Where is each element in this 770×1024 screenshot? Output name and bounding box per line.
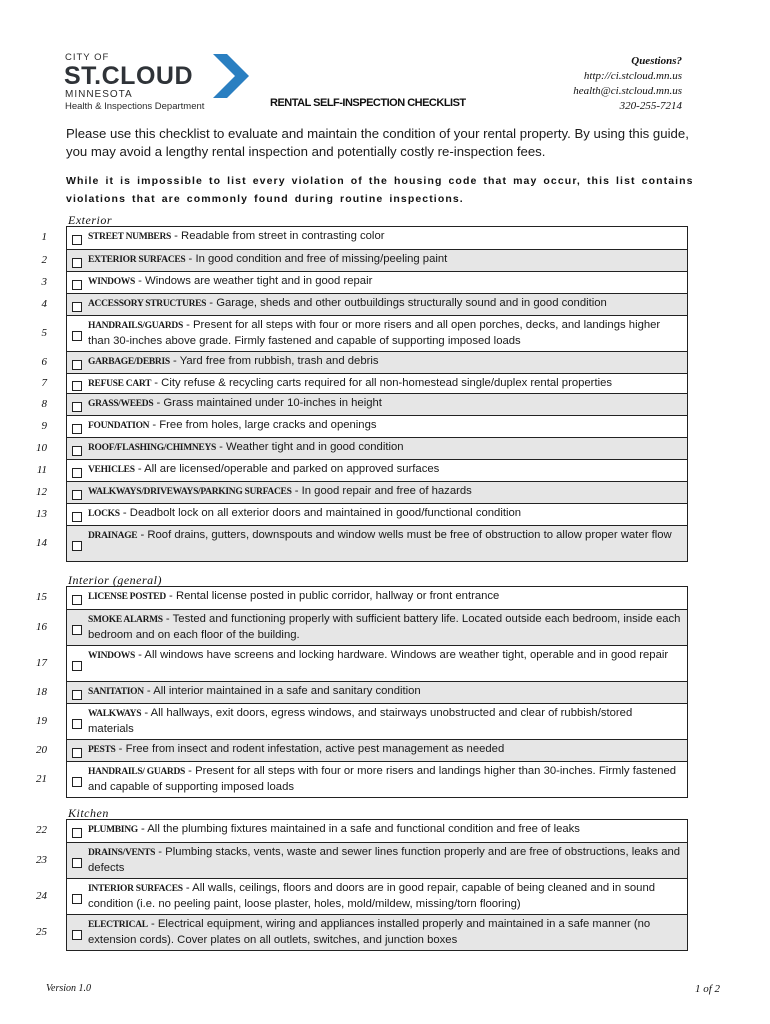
item-label: LICENSE POSTED [88, 592, 166, 602]
item-checkbox[interactable] [72, 625, 82, 635]
item-checkbox[interactable] [72, 331, 82, 341]
checklist-row [41, 293, 687, 315]
item-label: PLUMBING [88, 825, 138, 835]
item-label: VEHICLES [88, 465, 135, 475]
item-checkbox[interactable] [72, 661, 82, 671]
item-text [88, 296, 681, 312]
item-label: HANDRAILS/ GUARDS [88, 767, 186, 777]
item-label: WALKWAYS [88, 709, 142, 719]
item-label: EXTERIOR SURFACES [88, 255, 186, 265]
item-number: 15 [36, 591, 47, 603]
item-checkbox[interactable] [72, 777, 82, 787]
page-number: 1 of 2 [694, 983, 720, 995]
item-description: - Free from insect and rodent infestation, active pest management as needed [115, 743, 505, 755]
item-number: 2 [41, 254, 47, 266]
checklist-row [36, 820, 687, 842]
checklist-row [36, 645, 687, 681]
checklist-row [36, 609, 687, 645]
item-checkbox[interactable] [72, 360, 82, 370]
intro-paragraph: Please use this checklist to evaluate and maintain the condition of your rental property. By using this guide, you may avoid a lengthy rental inspection and potentially costly re-inspection fees. [66, 126, 689, 159]
item-label: PESTS [88, 745, 116, 755]
contact-email[interactable]: health@ci.stcloud.mn.us [573, 85, 682, 97]
item-number: 17 [36, 657, 47, 669]
checklist-row [41, 415, 687, 437]
item-label: DRAINS/VENTS [88, 848, 156, 858]
item-label: WINDOWS [88, 651, 135, 661]
checklist-row [41, 373, 687, 393]
item-number: 25 [36, 926, 47, 938]
item-text [88, 229, 681, 245]
item-description: - In good repair and free of hazards [291, 485, 472, 497]
item-checkbox[interactable] [72, 690, 82, 700]
item-text [88, 252, 681, 268]
item-text [88, 589, 681, 605]
checklist-row [41, 271, 687, 293]
item-description: - Yard free from rubbish, trash and debris [169, 355, 379, 367]
item-number: 1 [41, 231, 47, 243]
item-checkbox[interactable] [72, 719, 82, 729]
logo-name: ST.CLOUD [64, 62, 193, 90]
item-checkbox[interactable] [72, 512, 82, 522]
item-number: 7 [41, 377, 47, 389]
item-checkbox[interactable] [72, 302, 82, 312]
contact-url[interactable]: http://ci.stcloud.mn.us [583, 70, 682, 82]
checklist-row [41, 227, 687, 249]
contact-phone: 320-255-7214 [619, 100, 682, 112]
checklist-row [36, 878, 687, 914]
item-description: - Grass maintained under 10-inches in height [153, 397, 382, 409]
item-label: HANDRAILS/GUARDS [88, 321, 183, 331]
version-label: Version 1.0 [46, 983, 91, 994]
item-description: - All hallways, exit doors, egress windows, and stairways unobstructed and clear of rubbish/stored materials [88, 707, 633, 735]
page-title: RENTAL SELF-INSPECTION CHECKLIST [270, 97, 466, 109]
item-label: STREET NUMBERS [88, 232, 171, 242]
item-text [88, 845, 681, 876]
item-number: 9 [41, 420, 47, 432]
item-text [88, 418, 681, 434]
item-label: ACCESSORY STRUCTURES [88, 299, 207, 309]
checklist-table-kitchen [36, 819, 688, 951]
checklist-table-exterior [36, 226, 688, 562]
item-number: 13 [36, 508, 47, 520]
item-checkbox[interactable] [72, 468, 82, 478]
item-checkbox[interactable] [72, 541, 82, 551]
item-description: - Present for all steps with four or more risers and landings higher than 30-inches. Firmly fastened and capable of supporting imposed loads [88, 765, 677, 793]
checklist-row [41, 393, 687, 415]
section-heading-kitchen: Kitchen [68, 806, 109, 820]
item-number: 3 [41, 276, 47, 288]
item-label: REFUSE CART [88, 379, 152, 389]
item-text [88, 822, 681, 838]
item-label: GARBAGE/DEBRIS [88, 357, 170, 367]
item-text [88, 684, 681, 700]
item-checkbox[interactable] [72, 424, 82, 434]
item-description: - City refuse & recycling carts required for all non-homestead single/duplex rental properties [151, 377, 613, 389]
chevron-logo-icon [211, 54, 251, 98]
item-number: 5 [41, 327, 47, 339]
checklist-row [41, 249, 687, 271]
item-text [88, 440, 681, 456]
item-checkbox[interactable] [72, 894, 82, 904]
checklist-row [36, 703, 687, 739]
item-description: - Weather tight and in good condition [216, 441, 404, 453]
item-number: 19 [36, 715, 47, 727]
item-label: DRAINAGE [88, 531, 138, 541]
item-number: 20 [36, 744, 47, 756]
item-label: ROOF/FLASHING/CHIMNEYS [88, 443, 216, 453]
section-heading-interior: Interior (general) [68, 573, 162, 587]
checklist-table-interior [36, 586, 688, 798]
item-description: - Deadbolt lock on all exterior doors and maintained in good/functional condition [119, 507, 522, 519]
item-number: 12 [36, 486, 47, 498]
item-description: - In good condition and free of missing/peeling paint [185, 253, 448, 265]
item-text [88, 274, 681, 290]
item-number: 14 [36, 537, 47, 549]
item-label: LOCKS [88, 509, 120, 519]
checklist-row [36, 525, 687, 561]
item-number: 10 [36, 442, 47, 454]
item-text [88, 742, 681, 758]
item-label: GRASS/WEEDS [88, 399, 154, 409]
item-checkbox[interactable] [72, 595, 82, 605]
item-number: 22 [36, 824, 47, 836]
item-number: 21 [36, 773, 47, 785]
item-checkbox[interactable] [72, 381, 82, 391]
item-text [88, 764, 681, 795]
checklist-row [41, 315, 687, 351]
item-checkbox[interactable] [72, 828, 82, 838]
logo-department: Health & Inspections Department [65, 101, 205, 112]
item-label: WALKWAYS/DRIVEWAYS/PARKING SURFACES [88, 487, 292, 497]
checklist-row [36, 587, 687, 609]
item-description: - Windows are weather tight and in good repair [135, 275, 373, 287]
warning-paragraph: While it is impossible to list every violation of the housing code that may occur, this list contains violations that are commonly found during routine inspections. [66, 175, 694, 205]
checklist-row [36, 739, 687, 761]
item-number: 4 [41, 298, 47, 310]
checklist-row [36, 914, 687, 950]
contact-label: Questions? [631, 55, 682, 67]
item-number: 16 [36, 621, 47, 633]
item-label: ELECTRICAL [88, 920, 148, 930]
item-text [88, 318, 681, 349]
item-text [88, 396, 681, 412]
item-text [88, 648, 681, 664]
item-checkbox[interactable] [72, 490, 82, 500]
item-description: - All the plumbing fixtures maintained in a safe and functional condition and free of leaks [137, 823, 580, 835]
checklist-row [36, 437, 687, 459]
item-description: - Plumbing stacks, vents, waste and sewer lines function properly and are free of obstructions, leaks and defects [88, 846, 681, 874]
item-number: 24 [36, 890, 47, 902]
item-text [88, 706, 681, 737]
item-text [88, 528, 681, 544]
item-label: INTERIOR SURFACES [88, 884, 183, 894]
logo-state: MINNESOTA [65, 89, 133, 100]
item-checkbox[interactable] [72, 280, 82, 290]
item-checkbox[interactable] [72, 930, 82, 940]
item-number: 11 [36, 464, 47, 476]
item-text [88, 881, 681, 912]
checklist-row [36, 681, 687, 703]
city-logo [64, 52, 264, 114]
item-checkbox[interactable] [72, 402, 82, 412]
item-text [88, 462, 681, 478]
item-number: 6 [41, 356, 47, 368]
item-checkbox[interactable] [72, 446, 82, 456]
item-description: - Rental license posted in public corridor, hallway or front entrance [165, 590, 500, 602]
item-text [88, 917, 681, 948]
checklist-row [36, 503, 687, 525]
item-checkbox[interactable] [72, 748, 82, 758]
item-text [88, 354, 681, 370]
item-description: - Electrical equipment, wiring and appliances installed properly and maintained in a safe manner (no extension cords). Cover plates on all outlets, switches, and junction boxes [88, 918, 651, 946]
item-description: - All windows have screens and locking hardware. Windows are weather tight, operable and in good repair [135, 649, 669, 661]
item-text [88, 376, 681, 392]
logo-city-of: CITY OF [65, 52, 110, 63]
item-description: - Readable from street in contrasting color [171, 230, 385, 242]
checklist-row [36, 842, 687, 878]
item-label: SMOKE ALARMS [88, 615, 163, 625]
item-description: - Present for all steps with four or more risers and all open porches, decks, and landings higher than 30-inches above grade. Firmly fastened and capable of supporting imposed loads [88, 319, 661, 347]
checklist-row [36, 481, 687, 503]
item-number: 18 [36, 686, 47, 698]
item-text [88, 612, 681, 643]
item-description: - Tested and functioning properly with sufficient battery life. Located outside each bedroom, inside each bedroom and on each floor of the building. [88, 613, 681, 641]
item-checkbox[interactable] [72, 258, 82, 268]
item-description: - All are licensed/operable and parked on approved surfaces [134, 463, 440, 475]
item-label: WINDOWS [88, 277, 135, 287]
checklist-row [36, 459, 687, 481]
item-label: SANITATION [88, 687, 144, 697]
item-text [88, 506, 681, 522]
item-number: 23 [36, 854, 47, 866]
item-description: - All walls, ceilings, floors and doors are in good repair, capable of being cleaned and in sound condition (i.e. no peeling paint, loose plaster, holes, mold/mildew, missing/torn flooring) [88, 882, 656, 910]
checklist-row [41, 351, 687, 373]
item-text [88, 484, 681, 500]
item-label: FOUNDATION [88, 421, 150, 431]
item-description: - All interior maintained in a safe and sanitary condition [143, 685, 421, 697]
item-checkbox[interactable] [72, 858, 82, 868]
item-description: - Roof drains, gutters, downspouts and window wells must be free of obstruction to allow proper water flow [137, 529, 672, 541]
item-number: 8 [41, 398, 47, 410]
item-description: - Free from holes, large cracks and openings [149, 419, 377, 431]
item-description: - Garage, sheds and other outbuildings structurally sound and in good condition [206, 297, 607, 309]
section-heading-exterior: Exterior [68, 213, 112, 227]
checklist-row [36, 761, 687, 797]
item-checkbox[interactable] [72, 235, 82, 245]
contact-block [573, 54, 682, 114]
